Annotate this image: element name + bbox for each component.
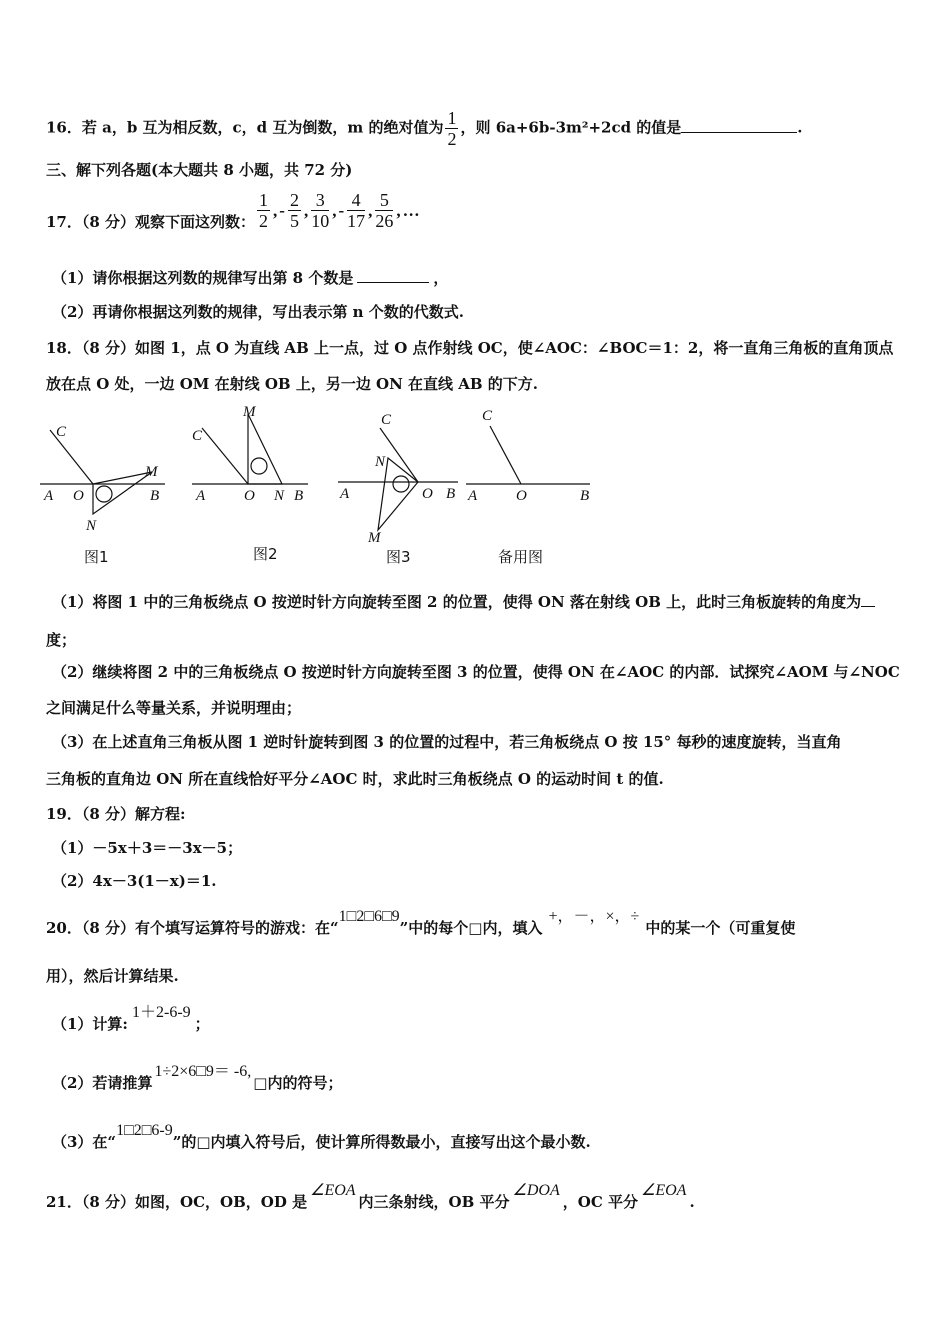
q19-title: 19．（8 分）解方程: [46,805,186,823]
seq-minus: - [279,200,285,220]
q20-sub1 [52,1004,210,1035]
q21-angle2: ∠DOA [512,1182,560,1199]
fig1-label-m: M [145,464,158,480]
question-16 [46,108,803,149]
q18-sub2-line1: （2）继续将图 2 中的三角板绕点 O 按逆时针方向旋转至图 3 的位置，使得 ON 在∠AOC 的内部．试探究∠AOM 与∠NOC [52,663,900,681]
fig3-label-n: N [375,454,386,470]
figure-3-labels [339,412,455,546]
fig2-label-c: C [192,428,203,444]
q18-figures [0,400,950,560]
seq-den-5: 26 [375,211,394,231]
caption-fig2: 图2 [253,545,278,563]
question-21 [46,1182,695,1213]
fig3-label-b: B [446,486,456,502]
seq-sep: , [303,200,309,220]
q20-sub3-expr: 1□2□6-9 [116,1122,173,1139]
fig3-label-m: M [368,530,381,546]
seq-item-2 [288,190,301,231]
q20-sub3 [52,1122,591,1153]
q21-angle1: ∠EOA [310,1182,356,1199]
section-3-heading: 三、解下列各题(本大题共 8 小题，共 72 分) [46,161,353,179]
q20-tail: 中的某一个（可重复使 [645,919,796,937]
q20-sub2-end: □内的符号； [253,1074,343,1092]
fig1-label-o: O [73,488,84,504]
fig3-triangle-hole [393,476,409,492]
seq-ellipsis: … [402,200,420,220]
q18-line1: 18．（8 分）如图 1，点 O 为直线 AB 上一点，过 O 点作射线 OC，使∠AOC：∠BOC＝1：2，将一直角三角板的直角顶点 [46,339,894,357]
question-17 [46,190,421,231]
q17-sub1-text: （1）请你根据这列数的规律写出第 8 个数是 [52,269,354,287]
caption-spare: 备用图 [498,548,544,566]
q18-sub3-line1: （3）在上述直角三角板从图 1 逆时针旋转到图 3 的位置的过程中，若三角板绕点 O 按 15° 每秒的速度旋转，当直角 [52,733,842,751]
q20-mid: ”中的每个□内，填入 [399,919,543,937]
q18-sub1-line2: 度； [46,631,77,649]
q18-line2: 放在点 O 处，一边 OM 在射线 OB 上，另一边 ON 在直线 AB 的下方. [46,375,539,393]
spare-label-b: B [580,488,590,504]
seq-den-2: 5 [289,211,299,231]
fig1-label-a: A [44,488,54,504]
q20-sub1-end: ； [194,1015,210,1033]
q17-sub1-end: ， [433,269,449,287]
fig3-label-o: O [422,486,433,502]
q20-sub1-label: （1）计算: [52,1015,128,1033]
seq-item-1 [257,190,270,231]
q18-sub2-line2: 之间满足什么等量关系，并说明理由； [46,699,302,717]
q20-sub2 [52,1063,343,1094]
seq-item-3 [311,190,329,231]
q19-eq1: （1）－5x＋3＝－3x－5； [52,839,243,857]
spare-ray-oc [490,426,521,484]
seq-num-5: 5 [375,190,393,211]
fig2-label-o: O [244,488,255,504]
seq-den-3: 10 [311,211,330,231]
q20-lead: 20．（8 分）有个填写运算符号的游戏：在“ [46,919,339,937]
fig2-label-n: N [274,488,285,504]
fig2-label-b: B [294,488,304,504]
fig1-triangle [93,472,152,514]
caption-fig1: 图1 [84,548,109,566]
q16-frac-den: 2 [447,129,457,149]
fig3-label-c: C [381,412,392,428]
seq-num-1: 1 [259,190,269,210]
q16-end: . [797,118,803,137]
seq-sep: , [396,200,401,220]
fig3-label-a: A [340,486,350,502]
fig2-triangle [248,414,282,484]
fig1-label-n: N [86,518,97,534]
q20-line2: 用），然后计算结果. [46,967,179,985]
seq-den-4: 17 [347,211,366,231]
q18-sub3-line2: 三角板的直角边 ON 所在直线恰好平分∠AOC 时，求此时三角板绕点 O 的运动时间 t 的值. [46,770,664,788]
q16-frac-num: 1 [447,108,457,128]
q20-sub2-expr: 1÷2×6□9＝ -6, [154,1063,252,1080]
q16-answer-blank [681,132,797,133]
q17-sequence [255,190,421,231]
q21-angle3: ∠EOA [640,1182,687,1199]
q21-mid2: ，OC 平分 [562,1193,638,1211]
fig1-label-c: C [56,424,67,440]
seq-sep: , [273,200,278,220]
fig1-label-b: B [150,488,160,504]
q21-lead: 21．（8 分）如图，OC，OB，OD 是 [46,1193,308,1211]
q20-sub2-label: （2）若请推算 [52,1074,153,1092]
seq-num-2: 2 [289,190,299,210]
seq-den-1: 2 [259,211,269,231]
fig2-ray-oc [202,428,248,484]
seq-num-3: 3 [311,190,329,211]
seq-num-4: 4 [347,190,365,211]
q16-fraction [445,108,458,149]
figure-spare-labels [467,408,589,504]
q20-line1 [46,908,796,939]
q19-eq2: （2）4x－3(1－x)＝1. [52,872,217,890]
q17-sub1-blank [357,282,429,283]
seq-item-5 [375,190,393,231]
q21-end: . [689,1193,695,1211]
q20-sub3-label: （3）在“ [52,1133,117,1151]
fig1-triangle-hole [96,486,112,502]
fig2-label-m: M [243,404,256,420]
q18-sub1-blank [861,606,875,607]
q18-sub1-text: （1）将图 1 中的三角板绕点 O 按逆时针方向旋转至图 2 的位置，使得 ON 落在射线 OB 上，此时三角板旋转的角度为 [52,593,862,611]
spare-label-a: A [468,488,478,504]
spare-label-o: O [516,488,527,504]
figure-2 [192,414,308,484]
q20-ops: +，－，×，÷ [548,908,640,925]
q16-suffix: ，则 6a+6b-3m²+2cd 的值是 [460,118,682,137]
figure-3 [338,428,458,530]
q20-sub3-end: ”的□内填入符号后，使计算所得数最小，直接写出这个最小数. [172,1133,591,1151]
seq-minus: - [338,200,345,220]
seq-sep: , [368,200,373,220]
caption-fig3: 图3 [386,548,411,566]
fig2-label-a: A [196,488,206,504]
q21-mid1: 内三条射线，OB 平分 [358,1193,510,1211]
q16-prefix: 16．若 a，b 互为相反数，c，d 互为倒数，m 的绝对值为 [46,118,444,137]
seq-item-4 [347,190,365,231]
q20-expr: 1□2□6□9 [338,908,400,925]
fig2-triangle-hole [251,458,267,474]
figure-spare [466,426,590,484]
q18-sub1-line1 [52,592,875,612]
q20-sub1-expr: 1＋2-6-9 [131,1004,191,1021]
spare-label-c: C [482,408,493,424]
q17-sub1 [52,268,448,288]
seq-sep: , [332,200,337,220]
q17-lead: 17．（8 分）观察下面这列数： [46,212,256,231]
q17-sub2: （2）再请你根据这列数的规律，写出表示第 n 个数的代数式. [52,303,465,321]
